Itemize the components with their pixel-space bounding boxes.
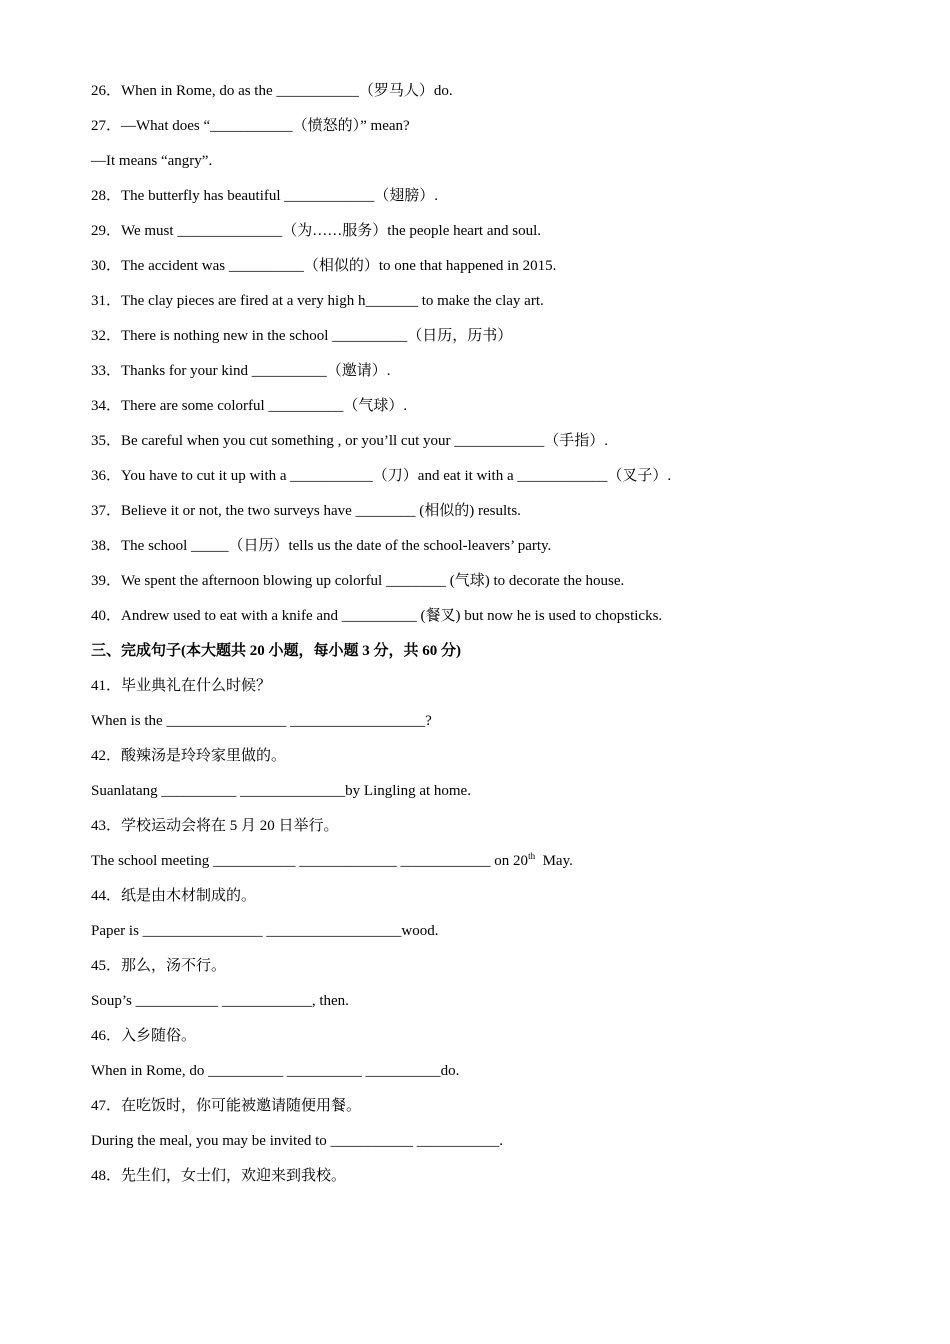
question-37: 37．Believe it or not, the two surveys have ________ (相似的) results. — [91, 503, 521, 519]
question-42: 42．酸辣汤是玲玲家里做的。 — [91, 748, 287, 764]
question-46: 46．入乡随俗。 — [91, 1028, 197, 1044]
question-48: 48．先生们，女士们，欢迎来到我校。 — [91, 1168, 347, 1184]
question-34: 34．There are some colorful __________（气球）. — [91, 398, 408, 414]
question-41: 41．毕业典礼在什么时候？ — [91, 678, 272, 694]
question-31: 31．The clay pieces are fired at a very high h_______ to make the clay art. — [91, 293, 544, 309]
question-27: 27．—What does “___________（愤怒的）” mean? — [91, 118, 410, 134]
question-36: 36．You have to cut it up with a ___________（刀）and eat it with a ____________（叉子）. — [91, 468, 672, 484]
question-40: 40．Andrew used to eat with a knife and __________ (餐叉) but now he is used to chopsticks. — [91, 608, 663, 624]
question-39: 39．We spent the afternoon blowing up colorful ________ (气球) to decorate the house. — [91, 573, 625, 589]
question-45: 45．那么，汤不行。 — [91, 958, 227, 974]
question-43-answer — [91, 844, 891, 879]
question-42-answer: Suanlatang __________ ______________by Lingling at home. — [91, 783, 471, 799]
question-27-answer: —It means “angry”. — [91, 153, 213, 169]
worksheet-page — [91, 74, 891, 1194]
question-46-answer: When in Rome, do __________ __________ __________do. — [91, 1063, 460, 1079]
question-33: 33．Thanks for your kind __________（邀请）. — [91, 363, 391, 379]
question-47: 47．在吃饭时，你可能被邀请随便用餐。 — [91, 1098, 362, 1114]
question-43: 43．学校运动会将在 5 月 20 日举行。 — [91, 818, 339, 834]
question-32: 32．There is nothing new in the school __________（日历，历书） — [91, 328, 513, 344]
question-38: 38．The school _____（日历）tells us the date of the school-leavers’ party. — [91, 538, 552, 554]
question-43-answer-superscript: th — [528, 851, 536, 861]
question-29: 29．We must ______________（为……服务）the people heart and soul. — [91, 223, 541, 239]
section-3-title: 三、完成句子(本大题共 20 小题，每小题 3 分，共 60 分) — [91, 643, 461, 659]
question-41-answer: When is the ________________ __________________? — [91, 713, 432, 729]
question-43-answer-before: The school meeting ___________ _____________ ____________ on 20 — [91, 853, 529, 869]
question-43-answer-after: May. — [535, 853, 573, 869]
question-26: 26．When in Rome, do as the ___________（罗马人）do. — [91, 83, 453, 99]
question-44-answer: Paper is ________________ __________________wood. — [91, 923, 439, 939]
question-47-answer: During the meal, you may be invited to ___________ ___________. — [91, 1133, 504, 1149]
question-44: 44．纸是由木材制成的。 — [91, 888, 257, 904]
question-45-answer: Soup’s ___________ ____________, then. — [91, 993, 349, 1009]
question-30: 30．The accident was __________（相似的）to one that happened in 2015. — [91, 258, 557, 274]
question-28: 28．The butterfly has beautiful ____________（翅膀）. — [91, 188, 439, 204]
question-35: 35．Be careful when you cut something , or you’ll cut your ____________（手指）. — [91, 433, 609, 449]
